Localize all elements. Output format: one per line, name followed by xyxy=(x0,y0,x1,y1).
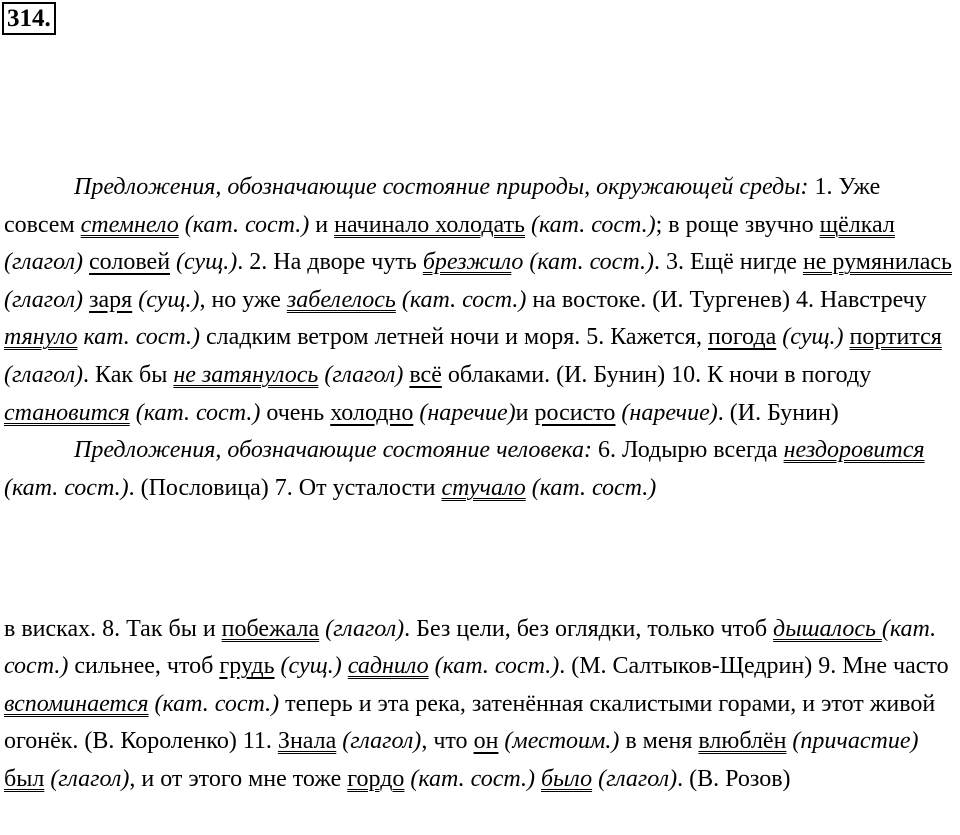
text-segment: (кат. сост.) xyxy=(404,765,535,792)
text-segment: очень xyxy=(260,399,331,426)
text-segment: вспоминается xyxy=(4,690,149,717)
text-segment: (сущ.) xyxy=(274,653,342,680)
text-segment: начинало холодать xyxy=(334,211,526,238)
text-segment: щёлкал xyxy=(819,211,895,238)
text-segment: Предложения, обозначающие состояние человека: xyxy=(74,437,593,464)
text-segment: о (кат. сост.) xyxy=(511,249,654,276)
text-segment: дышалось xyxy=(773,616,882,642)
text-segment: не румянилась xyxy=(802,249,952,276)
text-segment: Предложения, обозначающие состояние природы, окружающей среды: xyxy=(74,174,809,200)
text-segment: не затянулось xyxy=(173,361,319,388)
text-segment: (местоим.) xyxy=(498,728,620,755)
text-segment: 1. Уже совсем xyxy=(4,174,881,238)
text-segment: облаками. (И. Бунин) 10. К ночи в погоду xyxy=(441,361,872,388)
text-segment: кат. сост.) xyxy=(77,324,201,351)
text-segment: (глагол) xyxy=(318,361,404,388)
text-segment: (кат. сост.) xyxy=(148,690,280,717)
text-segment: . 3. Ещё нигде xyxy=(653,249,803,276)
text-segment: ; в роще звучно xyxy=(655,211,820,238)
text-segment: (сущ.) xyxy=(132,286,200,313)
text-segment: Знала xyxy=(277,728,337,755)
text-segment: в меня xyxy=(619,728,699,755)
text-segment: . 2. На дворе чуть xyxy=(237,249,423,276)
text-segment: . (Пословица) 7. От усталости xyxy=(128,474,442,501)
text-segment: стучало xyxy=(441,474,526,501)
text-block-1 xyxy=(4,169,956,507)
text-segment: был xyxy=(4,765,45,792)
text-segment: гордо xyxy=(347,765,405,792)
text-segment: (причастие) xyxy=(786,728,919,755)
text-segment: (кат. сост.) xyxy=(129,399,261,426)
text-segment: влюблён xyxy=(698,728,787,755)
text-segment: 6. Лодырю всегда xyxy=(592,437,784,464)
text-segment: (глагол) xyxy=(4,361,84,388)
text-segment: стемнело xyxy=(80,211,179,238)
text-segment: соловей xyxy=(89,249,171,276)
text-segment: . (И. Бунин) xyxy=(717,399,839,426)
text-segment: (кат. сост.) xyxy=(525,474,657,501)
text-segment: (кат. сост.) xyxy=(395,286,527,313)
text-segment: брезжил xyxy=(422,249,512,276)
text-segment: (кат. сост.) xyxy=(4,474,129,501)
text-segment: , что xyxy=(421,728,474,755)
text-segment: . (В. Розов) xyxy=(677,765,791,792)
text-segment: (кат. сост.) xyxy=(525,211,656,238)
text-segment: сильнее, чтоб xyxy=(68,653,220,680)
text-segment: (глагол) xyxy=(336,728,422,755)
text-segment: (наречие) xyxy=(413,399,516,426)
text-segment: было xyxy=(540,765,593,792)
text-segment: погода xyxy=(707,324,777,351)
exercise-number: 314. xyxy=(2,2,56,35)
text-segment: (наречие) xyxy=(615,399,718,426)
text-segment: становится xyxy=(4,399,130,426)
text-segment: всё xyxy=(409,361,442,388)
text-segment: побежала xyxy=(221,616,320,642)
text-segment: холодно xyxy=(330,399,414,426)
text-segment: . Без цели, без оглядки, только чтоб xyxy=(404,616,774,642)
text-segment: . Как бы xyxy=(83,361,174,388)
text-segment: и xyxy=(309,211,335,238)
text-segment: (глагол) xyxy=(592,765,678,792)
text-segment: тянуло xyxy=(4,324,78,351)
text-segment: (кат. сост.) xyxy=(428,653,560,680)
text-segment: он xyxy=(473,728,499,755)
text-segment: (сущ.) xyxy=(170,249,238,276)
text-segment: (глагол) xyxy=(4,249,84,276)
text-block-2 xyxy=(4,611,956,798)
text-segment: заря xyxy=(89,286,133,313)
text-segment: , и от этого мне тоже xyxy=(129,765,348,792)
text-segment: грудь xyxy=(219,653,275,680)
text-segment: и xyxy=(515,399,535,426)
text-segment: забелелось xyxy=(286,286,396,313)
text-segment: в висках. 8. Так бы и xyxy=(4,616,222,642)
text-segment: (глагол) xyxy=(319,616,405,642)
text-segment: теперь и эта река, затенённая скалистыми горами, и этот живой огонёк. (В. Короленко) 11. xyxy=(4,690,936,755)
text-segment: на востоке. (И. Тургенев) 4. Навстречу xyxy=(526,286,927,313)
text-segment: (сущ.) xyxy=(776,324,844,351)
text-segment: сладким ветром летней ночи и моря. 5. Кажется, xyxy=(200,324,708,351)
text-segment: саднило xyxy=(347,653,429,680)
text-segment: портится xyxy=(849,324,942,351)
text-segment: , но уже xyxy=(199,286,287,313)
text-segment: (глагол) xyxy=(4,286,84,313)
text-segment: нездоровится xyxy=(783,437,925,464)
text-segment: росисто xyxy=(534,399,616,426)
text-segment: . (М. Салтыков-Щедрин) 9. Мне часто xyxy=(559,653,949,680)
text-segment: (кат. сост.) xyxy=(4,616,937,680)
text-segment: (глагол) xyxy=(44,765,130,792)
text-segment: (кат. сост.) xyxy=(178,211,310,238)
